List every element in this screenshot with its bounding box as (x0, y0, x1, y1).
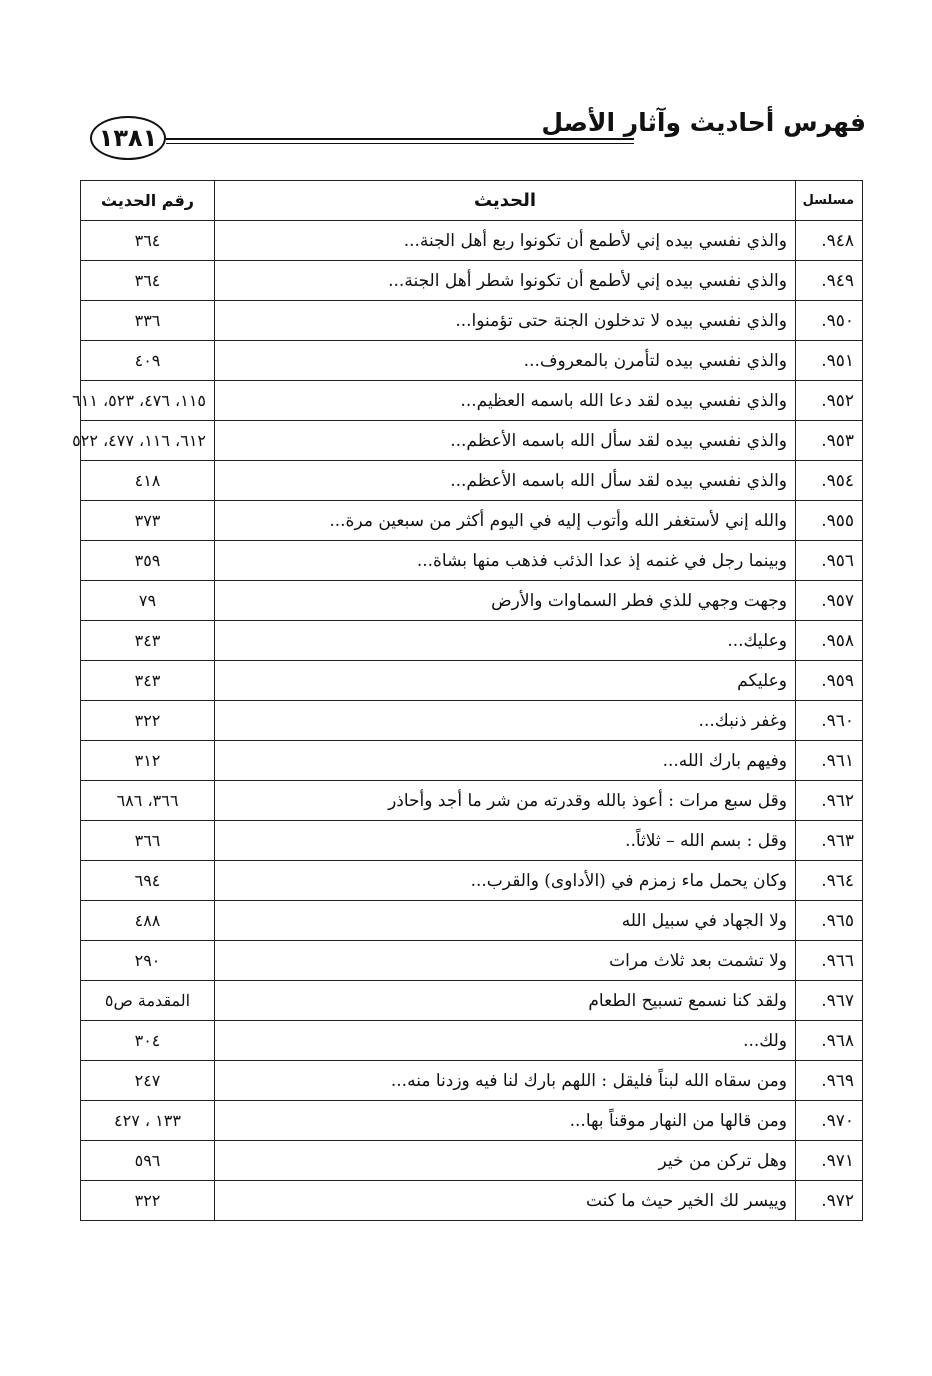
table-row (81, 981, 863, 1021)
serial-column-header: مسلسل (796, 181, 863, 221)
table-row (81, 861, 863, 901)
row-serial: ٩٦٧. (796, 981, 863, 1021)
row-hadith-text: وبينما رجل في غنمه إذ عدا الذئب فذهب منها بشاة... (215, 541, 796, 581)
row-serial: ٩٦٢. (796, 781, 863, 821)
row-hadith-number: ٢٤٧ (81, 1061, 215, 1101)
table-row (81, 621, 863, 661)
row-hadith-number: ٦٩٤ (81, 861, 215, 901)
row-hadith-number: ٣٣٦ (81, 301, 215, 341)
row-hadith-text: والذي نفسي بيده لقد دعا الله باسمه العظيم... (215, 381, 796, 421)
row-hadith-text: ولقد كنا نسمع تسبيح الطعام (215, 981, 796, 1021)
row-serial: ٩٦٣. (796, 821, 863, 861)
row-hadith-text: وجهت وجهي للذي فطر السماوات والأرض (215, 581, 796, 621)
row-hadith-text: ومن قالها من النهار موقناً بها... (215, 1101, 796, 1141)
hadith-column-header: الحديث (215, 181, 796, 221)
row-hadith-text: والله إني لأستغفر الله وأتوب إليه في اليوم أكثر من سبعين مرة... (215, 501, 796, 541)
row-hadith-number: ٣٦٤ (81, 221, 215, 261)
row-hadith-number: ٣٢٢ (81, 701, 215, 741)
table-row (81, 501, 863, 541)
row-hadith-text: ومن سقاه الله لبناً فليقل : اللهم بارك لنا فيه وزدنا منه... (215, 1061, 796, 1101)
row-serial: ٩٦٨. (796, 1021, 863, 1061)
row-hadith-number: ٣٤٣ (81, 621, 215, 661)
row-hadith-text: ولا الجهاد في سبيل الله (215, 901, 796, 941)
row-hadith-number: ٢٩٠ (81, 941, 215, 981)
row-serial: ٩٤٨. (796, 221, 863, 261)
row-hadith-text: وكان يحمل ماء زمزم في (الأداوى) والقرب... (215, 861, 796, 901)
table-row (81, 381, 863, 421)
row-hadith-number: المقدمة ص٥ (81, 981, 215, 1021)
row-serial: ٩٦٤. (796, 861, 863, 901)
row-hadith-text: والذي نفسي بيده لتأمرن بالمعروف... (215, 341, 796, 381)
row-serial: ٩٦٩. (796, 1061, 863, 1101)
row-serial: ٩٥٧. (796, 581, 863, 621)
row-serial: ٩٥٢. (796, 381, 863, 421)
row-serial: ٩٥١. (796, 341, 863, 381)
row-hadith-text: والذي نفسي بيده إني لأطمع أن تكونوا شطر أهل الجنة... (215, 261, 796, 301)
table-row (81, 821, 863, 861)
row-serial: ٩٥٠. (796, 301, 863, 341)
table-row (81, 1141, 863, 1181)
table-row (81, 461, 863, 501)
row-serial: ٩٦١. (796, 741, 863, 781)
table-row (81, 1021, 863, 1061)
row-hadith-text: والذي نفسي بيده إني لأطمع أن تكونوا ربع أهل الجنة... (215, 221, 796, 261)
row-hadith-text: وفيهم بارك الله... (215, 741, 796, 781)
table-header-row (81, 181, 863, 221)
row-hadith-number: ٥٩٦ (81, 1141, 215, 1181)
row-hadith-number: ٣٢٢ (81, 1181, 215, 1221)
page-title: فهرس أحاديث وآثار الأصل (541, 108, 866, 137)
row-hadith-text: وييسر لك الخير حيث ما كنت (215, 1181, 796, 1221)
row-hadith-text: والذي نفسي بيده لا تدخلون الجنة حتى تؤمنوا... (215, 301, 796, 341)
table-row (81, 661, 863, 701)
row-serial: ٩٥٩. (796, 661, 863, 701)
row-hadith-text: وقل سبع مرات : أعوذ بالله وقدرته من شر ما أجد وأحاذر (215, 781, 796, 821)
row-serial: ٩٥٤. (796, 461, 863, 501)
row-hadith-number: ٣٦٦، ٦٨٦ (81, 781, 215, 821)
table-body (72, 221, 863, 1221)
row-hadith-number: ١١٥، ٤٧٦، ٥٢٣، ٦١١ (81, 381, 215, 421)
row-hadith-number: ٦١٢، ١١٦، ٤٧٧، ٥٢٢ (81, 421, 215, 461)
table-row (81, 781, 863, 821)
row-hadith-text: ولا تشمت بعد ثلاث مرات (215, 941, 796, 981)
row-hadith-text: وعليكم (215, 661, 796, 701)
row-hadith-number: ٤١٨ (81, 461, 215, 501)
page-header (84, 100, 866, 170)
number-column-header: رقم الحديث (81, 181, 215, 221)
row-hadith-number: ٤٨٨ (81, 901, 215, 941)
row-serial: ٩٧٢. (796, 1181, 863, 1221)
table-row (81, 421, 863, 461)
table-row (81, 301, 863, 341)
row-hadith-number: ٣٠٤ (81, 1021, 215, 1061)
table-row (81, 341, 863, 381)
row-hadith-text: ولك... (215, 1021, 796, 1061)
table-row (81, 701, 863, 741)
row-hadith-text: وهل تركن من خير (215, 1141, 796, 1181)
row-hadith-text: والذي نفسي بيده لقد سأل الله باسمه الأعظم... (215, 421, 796, 461)
row-hadith-text: والذي نفسي بيده لقد سأل الله باسمه الأعظم... (215, 461, 796, 501)
row-hadith-number: ٤٠٩ (81, 341, 215, 381)
page-number-badge: ١٣٨١ (90, 116, 166, 160)
row-hadith-number: ٣٥٩ (81, 541, 215, 581)
row-hadith-number: ١٣٣ ، ٤٢٧ (81, 1101, 215, 1141)
table-row (81, 941, 863, 981)
row-serial: ٩٦٠. (796, 701, 863, 741)
row-hadith-number: ٣٦٤ (81, 261, 215, 301)
header-rule (166, 138, 634, 144)
row-serial: ٩٧١. (796, 1141, 863, 1181)
row-hadith-number: ٣٦٦ (81, 821, 215, 861)
row-hadith-text: وعليك... (215, 621, 796, 661)
row-hadith-number: ٣٤٣ (81, 661, 215, 701)
row-hadith-number: ٣٧٣ (81, 501, 215, 541)
row-hadith-number: ٧٩ (81, 581, 215, 621)
table-row (81, 581, 863, 621)
row-serial: ٩٦٦. (796, 941, 863, 981)
row-serial: ٩٥٦. (796, 541, 863, 581)
table-row (81, 541, 863, 581)
table-row (81, 1101, 863, 1141)
row-serial: ٩٦٥. (796, 901, 863, 941)
row-serial: ٩٥٣. (796, 421, 863, 461)
table-row (81, 901, 863, 941)
table-row (81, 1061, 863, 1101)
row-hadith-number: ٣١٢ (81, 741, 215, 781)
table-row (81, 1181, 863, 1221)
row-serial: ٩٥٥. (796, 501, 863, 541)
table-row (81, 261, 863, 301)
row-serial: ٩٧٠. (796, 1101, 863, 1141)
row-serial: ٩٥٨. (796, 621, 863, 661)
table-row (81, 741, 863, 781)
hadith-index-table (72, 180, 863, 1221)
row-hadith-text: وغفر ذنبك... (215, 701, 796, 741)
row-hadith-text: وقل : بسم الله – ثلاثاً.. (215, 821, 796, 861)
row-serial: ٩٤٩. (796, 261, 863, 301)
table-row (81, 221, 863, 261)
